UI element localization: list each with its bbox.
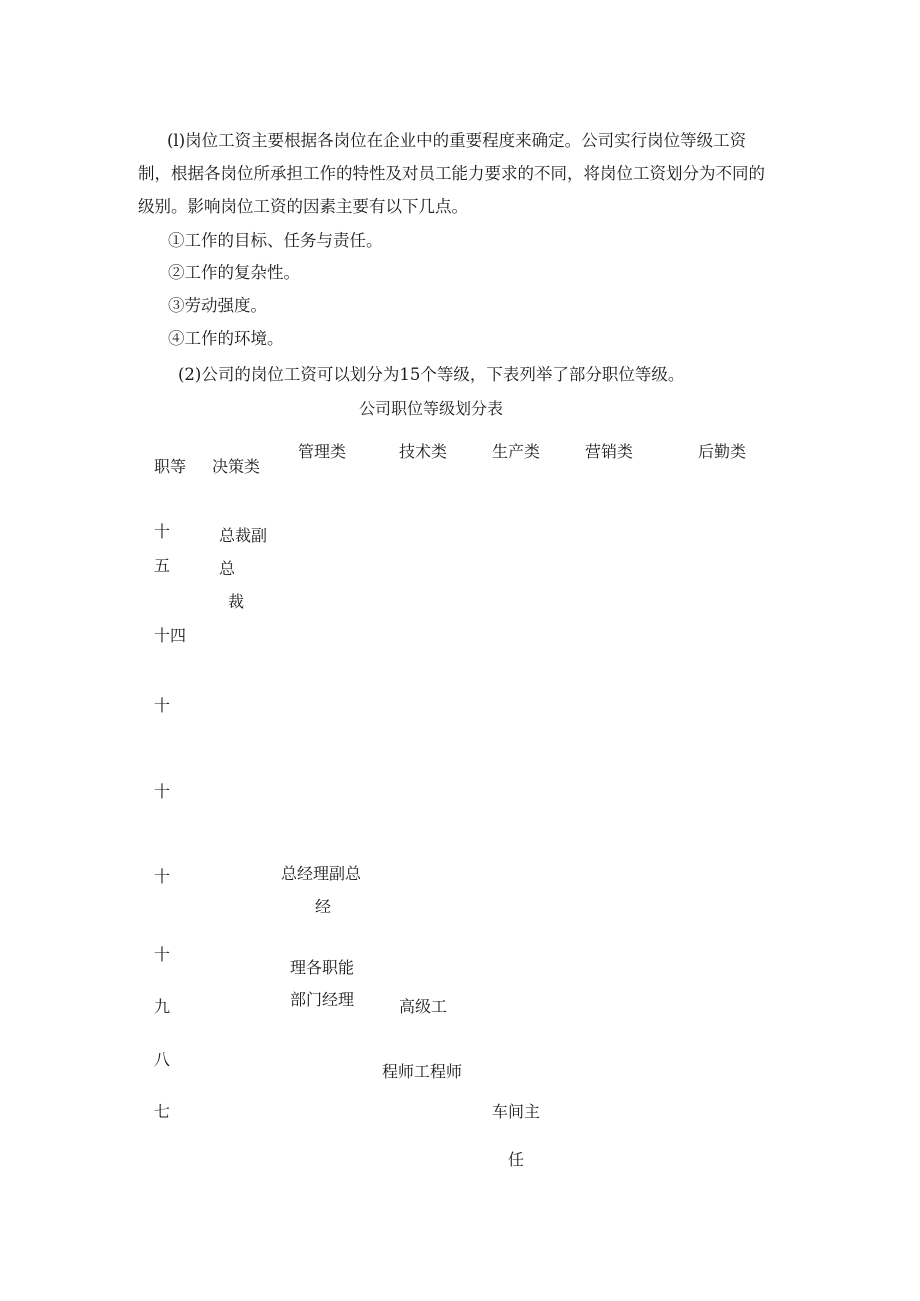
header-logistics: 后勤类 <box>698 442 747 461</box>
rank-label: 十 <box>154 945 171 964</box>
grade-paragraph: (2)公司的岗位工资可以划分为15个等级，下表列举了部分职位等级。 <box>178 365 685 384</box>
rank-label: 九 <box>154 997 171 1016</box>
management-cell-line: 理各职能 <box>290 958 355 977</box>
intro-paragraph: (l)岗位工资主要根据各岗位在企业中的重要程度来确定。公司实行岗位等级工资制，根据各岗位所承担工作的特性及对员工能力要求的不同，将岗位工资划分为不同的级别。影响岗位工资的因素主要有以下几点。 <box>138 131 765 216</box>
production-cell-line: 车间主 <box>492 1102 541 1121</box>
rank-label: 十 <box>154 782 171 801</box>
header-technical: 技术类 <box>399 442 448 461</box>
decision-cell-line: 总裁副 <box>219 526 268 545</box>
decision-cell-line: 裁 <box>228 592 245 611</box>
header-production: 生产类 <box>492 442 541 461</box>
management-cell-line: 经 <box>315 897 332 916</box>
technical-cell-line: 高级工 <box>399 997 448 1016</box>
rank-label: 十 <box>154 522 171 541</box>
production-cell-line: 任 <box>508 1150 525 1169</box>
header-management: 管理类 <box>298 442 347 461</box>
rank-label: 十四 <box>154 626 187 645</box>
header-rank: 职等 <box>154 457 187 476</box>
rank-label: 八 <box>154 1050 171 1069</box>
technical-cell-line: 程师工程师 <box>382 1062 463 1081</box>
factor-item: ①工作的目标、任务与责任。 <box>168 231 383 250</box>
header-marketing: 营销类 <box>585 442 634 461</box>
rank-label: 七 <box>154 1102 171 1121</box>
rank-label: 十 <box>154 867 171 886</box>
rank-label: 五 <box>154 556 171 575</box>
rank-label: 十 <box>154 696 171 715</box>
decision-cell-line: 总 <box>219 559 236 578</box>
factor-item: ④工作的环境。 <box>168 329 284 348</box>
management-cell-line: 部门经理 <box>290 990 355 1009</box>
management-cell-line: 总经理副总 <box>281 864 362 883</box>
factor-item: ③劳动强度。 <box>168 296 267 315</box>
table-title: 公司职位等级划分表 <box>359 399 504 418</box>
factor-item: ②工作的复杂性。 <box>168 263 300 282</box>
header-decision: 决策类 <box>212 457 261 476</box>
